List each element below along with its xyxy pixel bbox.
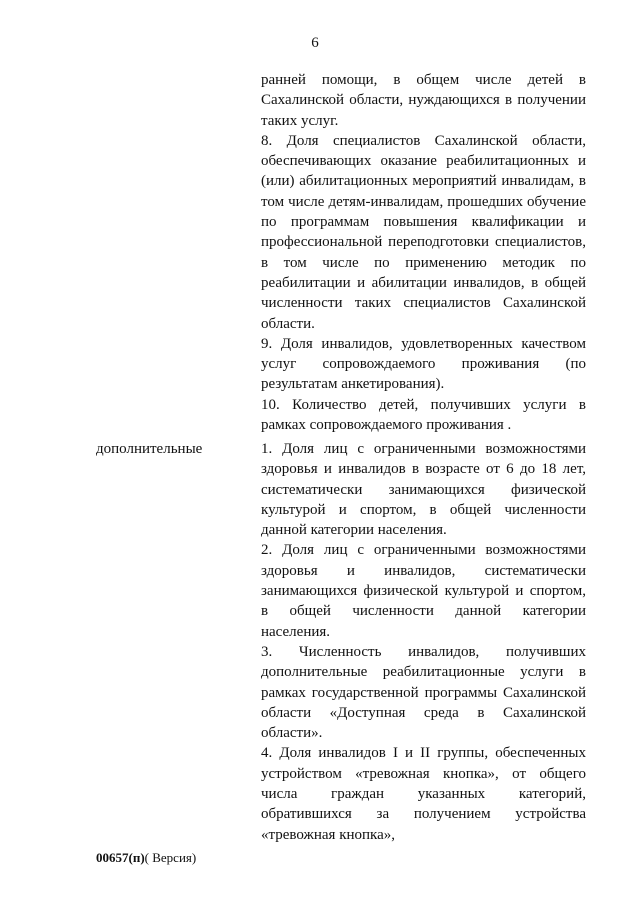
indicator-item: ранней помощи, в общем числе детей в Сахалинской области, нуждающихся в получении таких услуг.: [261, 72, 586, 129]
additional-indicator-list: [261, 439, 586, 845]
indicator-item: 10. Количество детей, получивших услуги в рамках сопровождаемого проживания .: [261, 396, 586, 434]
indicator-item: 9. Доля инвалидов, удовлетворенных качеством услуг сопровождаемого проживания (по результатам анкетирования).: [261, 335, 586, 393]
document-footer: [96, 850, 196, 866]
indicator-item: 1. Доля лиц с ограниченными возможностями здоровья и инвалидов в возрасте от 6 до 18 лет, систематически занимающихся физической культурой и спортом, в общей численности данной категории населения.: [261, 441, 586, 539]
indicator-item: 4. Доля инвалидов I и II группы, обеспеченных устройством «тревожная кнопка», от общего числа граждан указанных категорий, обратившихся за получением устройства «тревожная кнопка»,: [261, 745, 586, 843]
page-number: 6: [311, 35, 319, 51]
indicator-item: 2. Доля лиц с ограниченными возможностями здоровья и инвалидов, систематически занимающихся физической культурой и спортом, в общей численности данной категории населения.: [261, 542, 586, 640]
indicator-item: 3. Численность инвалидов, получивших дополнительные реабилитационные услуги в рамках государственной программы Сахалинской области «Доступная среда в Сахалинской области».: [261, 643, 586, 742]
continued-indicator-list: [261, 70, 586, 435]
section-label-additional: дополнительные: [96, 441, 203, 457]
document-code: 00657(п): [96, 850, 145, 865]
indicator-item: 8. Доля специалистов Сахалинской области, обеспечивающих оказание реабилитационных и (или) абилитационных мероприятий инвалидам, в том числе детям-инвалидам, прошедших обучение по программам повышения квалификации и профессиональной переподготовки специалистов, в том числе по применению методик по реабилитации и абилитации инвалидов, в общей численности таких специалистов Сахалинской области.: [261, 132, 586, 332]
document-version: ( Версия): [144, 850, 197, 865]
